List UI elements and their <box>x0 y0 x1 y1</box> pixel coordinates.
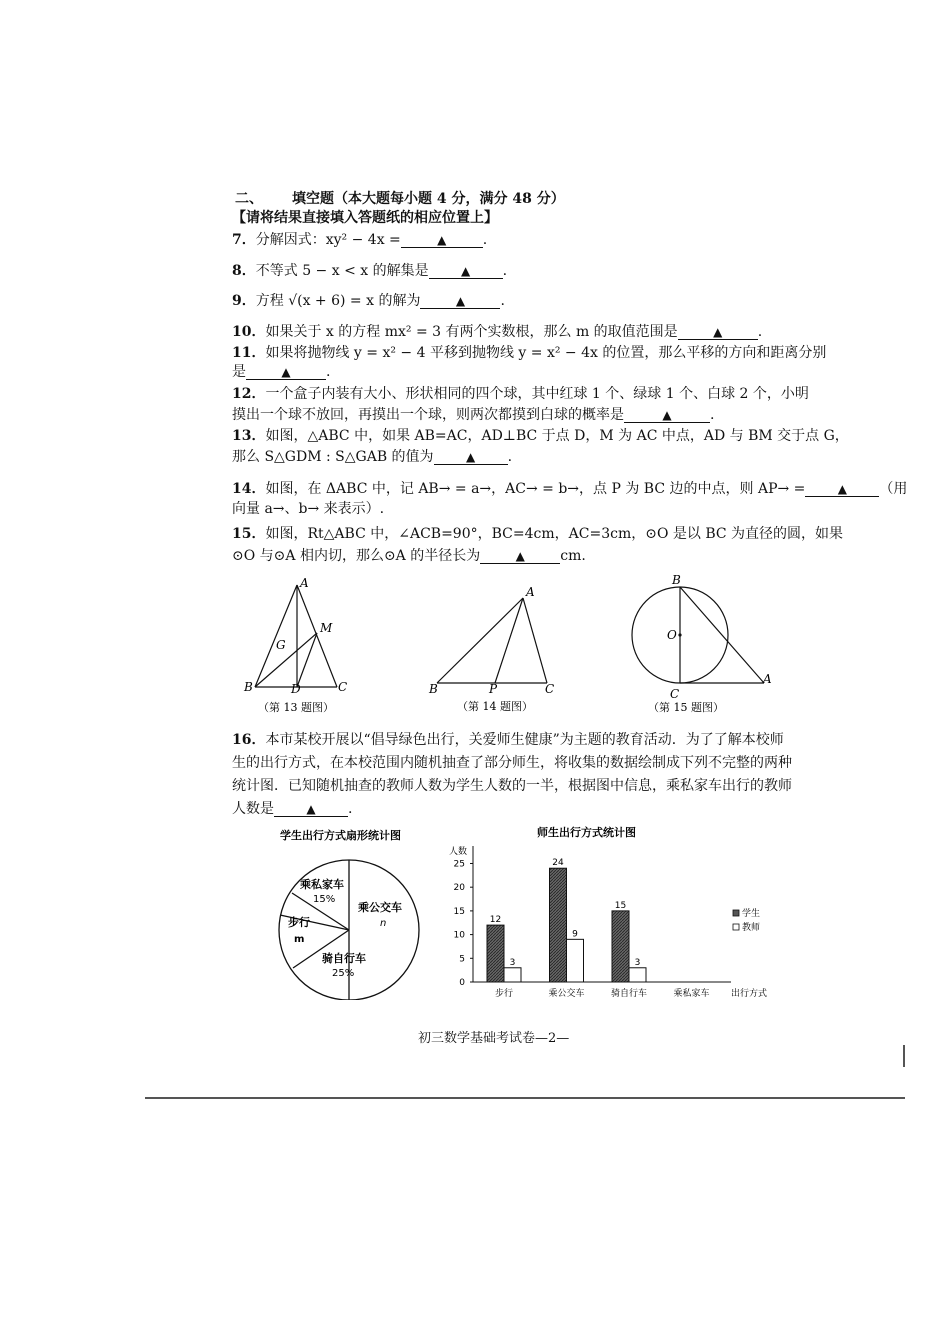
bar-students <box>487 925 504 982</box>
x-category-label: 乘私家车 <box>673 989 710 999</box>
q14-line2: 向量 a→、b→ 来表示）. <box>232 501 385 517</box>
answer-mark-icon: ▲ <box>437 233 447 247</box>
q13-answer-blank[interactable] <box>434 448 508 465</box>
question-15 <box>232 525 843 543</box>
segment-ab <box>255 585 297 687</box>
answer-mark-icon: ▲ <box>713 325 723 339</box>
legend-label-students: 学生 <box>742 909 761 919</box>
figure-13 <box>240 575 370 725</box>
q16-number: 16． <box>232 732 266 748</box>
x-category-label: 骑自行车 <box>610 989 648 999</box>
answer-mark-icon: ▲ <box>281 365 291 379</box>
question-16 <box>232 731 784 749</box>
pie-value-bike: 25% <box>332 968 355 979</box>
q14-line1: 如图，在 ΔABC 中，记 AB→ = a→，AC→ = b→，点 P 为 BC 边的中点，则 AP→ = <box>265 481 806 497</box>
bar-students <box>550 868 567 982</box>
bar-chart-svg <box>445 822 785 1000</box>
q11-end: . <box>326 364 331 380</box>
q12-line1: 一个盒子内装有大小、形状相同的四个球，其中红球 1 个、绿球 1 个、白球 2 个，小明 <box>265 386 809 402</box>
q7-answer-blank[interactable] <box>401 231 483 248</box>
label-c: C <box>545 682 555 696</box>
q9-text: 方程 √(x + 6) = x 的解为 <box>255 293 421 309</box>
q11-number: 11． <box>232 345 266 361</box>
y-tick-label: 10 <box>453 930 465 941</box>
label-a: A <box>763 672 772 686</box>
label-m: M <box>320 621 333 635</box>
question-12-line2 <box>232 406 714 424</box>
bar-value-label: 3 <box>634 957 641 968</box>
q10-answer-blank[interactable] <box>678 323 758 340</box>
y-tick-label: 0 <box>459 978 465 988</box>
figure-14-diagram <box>425 580 575 720</box>
q8-number: 8． <box>232 263 256 279</box>
bar-chart-title: 师生出行方式统计图 <box>537 826 636 839</box>
q10-number: 10． <box>232 324 266 340</box>
answer-mark-icon: ▲ <box>306 802 316 816</box>
label-a: A <box>300 576 309 590</box>
q14-answer-blank[interactable] <box>805 480 879 497</box>
figure-13-diagram <box>240 575 370 725</box>
bar-teachers <box>629 968 646 982</box>
answer-mark-icon: ▲ <box>515 549 525 563</box>
segment-bm <box>255 633 317 687</box>
pie-label-private-car: 乘私家车 <box>300 878 344 891</box>
q11-line1: 如果将抛物线 y = x² − 4 平移到抛物线 y = x² − 4x 的位置，那么平移的方向和距离分别 <box>265 345 827 361</box>
q8-text: 不等式 5 − x < x 的解集是 <box>255 263 429 279</box>
pie-value-private-car: 15% <box>313 894 336 905</box>
q13-line2: 那么 S△GDM : S△GAB 的值为 <box>232 449 434 465</box>
q12-line2: 摸出一个球不放回，再摸出一个球，则两次都摸到白球的概率是 <box>232 407 624 423</box>
q16-answer-blank[interactable] <box>274 800 348 817</box>
q8-answer-blank[interactable] <box>429 262 503 279</box>
label-c: C <box>338 680 348 694</box>
q13-end: . <box>507 449 513 465</box>
page-footer: 初三数学基础考试卷—2— <box>418 1031 570 1046</box>
label-g: G <box>276 638 286 652</box>
figure-15-caption: （第 15 题图） <box>648 701 724 714</box>
label-b: B <box>672 573 681 587</box>
question-16-line4 <box>232 800 352 818</box>
question-16-line2 <box>232 754 792 772</box>
answer-mark-icon: ▲ <box>662 408 672 422</box>
pie-chart-title: 学生出行方式扇形统计图 <box>280 829 401 842</box>
label-b: B <box>244 680 253 694</box>
figure-14-caption: （第 14 题图） <box>457 700 533 713</box>
q11-answer-blank[interactable] <box>246 363 326 380</box>
q10-text: 如果关于 x 的方程 mx² = 3 有两个实数根，那么 m 的取值范围是 <box>265 324 678 340</box>
section-instruction: 【请将结果直接填入答题纸的相应位置上】 <box>232 210 498 226</box>
q13-line1: 如图，△ABC 中，如果 AB=AC，AD⊥BC 于点 D，M 为 AC 中点，AD 与 BM 交于点 G， <box>265 428 849 444</box>
bar-value-label: 12 <box>489 915 502 926</box>
pie-label-bus: 乘公交车 <box>358 901 402 914</box>
q9-answer-blank[interactable] <box>420 292 500 309</box>
question-12 <box>232 385 809 403</box>
answer-mark-icon: ▲ <box>837 482 848 496</box>
q12-end: . <box>710 407 715 423</box>
question-16-line3 <box>232 777 792 795</box>
bar-teachers <box>567 939 584 982</box>
legend-swatch-students <box>733 910 739 916</box>
q9-end: . <box>500 293 505 309</box>
figure-14 <box>425 580 575 720</box>
y-axis-label: 人数 <box>449 847 468 857</box>
question-13-line2 <box>232 448 512 466</box>
y-tick-label: 25 <box>453 859 465 870</box>
y-tick-label: 5 <box>459 954 465 965</box>
section-number: 二、 <box>235 191 263 207</box>
question-7 <box>232 231 487 249</box>
q12-number: 12． <box>232 386 266 402</box>
bar-teachers <box>504 968 521 982</box>
question-11 <box>232 344 826 362</box>
question-14 <box>232 480 907 498</box>
q10-end: . <box>757 324 763 340</box>
bar-value-label: 24 <box>552 858 564 869</box>
bar-students <box>612 911 629 982</box>
x-category-label: 步行 <box>494 989 514 999</box>
q15-answer-blank[interactable] <box>480 547 560 564</box>
bottom-border-line <box>145 1097 905 1099</box>
q14-line1-end: （用 <box>879 481 908 497</box>
q15-number: 15． <box>232 526 266 542</box>
label-d: D <box>291 682 301 696</box>
q8-end: . <box>502 263 508 279</box>
question-14-line2 <box>232 500 384 518</box>
legend-label-teachers: 教师 <box>742 923 761 933</box>
answer-mark-icon: ▲ <box>461 264 471 278</box>
segment-ac <box>523 598 547 683</box>
right-edge-mark <box>903 1045 905 1067</box>
q12-answer-blank[interactable] <box>624 406 710 423</box>
label-o: O <box>667 628 677 642</box>
q7-text: 分解因式：xy² − 4x = <box>255 232 401 248</box>
q7-number: 7． <box>232 232 256 248</box>
pie-value-bus: n <box>380 918 387 929</box>
pie-value-walk: m <box>294 934 305 945</box>
figure-15 <box>620 570 785 715</box>
pie-label-bike: 骑自行车 <box>322 952 366 965</box>
label-b: B <box>429 682 438 696</box>
q16-line1: 本市某校开展以“倡导绿色出行，关爱师生健康”为主题的教育活动．为了了解本校师 <box>265 732 784 748</box>
pie-label-walk: 步行 <box>288 916 310 929</box>
answer-mark-icon: ▲ <box>465 450 476 464</box>
q11-line2: 是 <box>232 364 246 380</box>
q15-end: cm. <box>560 548 586 564</box>
legend-swatch-teachers <box>733 924 739 930</box>
q16-end: . <box>348 801 353 817</box>
segment-ap <box>495 598 523 683</box>
question-9 <box>232 292 505 310</box>
figure-13-caption: （第 13 题图） <box>258 701 334 714</box>
q9-number: 9． <box>232 293 256 309</box>
pie-chart-svg <box>270 825 440 1000</box>
bar-value-label: 15 <box>614 900 627 911</box>
q16-line3: 统计图．已知随机抽查的教师人数为学生人数的一半，根据图中信息，乘私家车出行的教师 <box>232 778 792 794</box>
figure-15-diagram <box>620 570 785 715</box>
question-8 <box>232 262 507 280</box>
y-tick-label: 20 <box>453 883 465 894</box>
bar-chart <box>445 822 785 1000</box>
question-13 <box>232 427 849 445</box>
pie-chart <box>270 825 440 1000</box>
segment-ab <box>437 598 523 683</box>
q15-line2: ⊙O 与⊙A 相内切，那么⊙A 的半径长为 <box>232 548 481 564</box>
label-a: A <box>526 585 535 599</box>
question-11-line2 <box>232 363 330 381</box>
label-c: C <box>670 687 680 701</box>
q14-number: 14． <box>232 481 266 497</box>
bar-value-label: 3 <box>509 957 516 968</box>
y-tick-label: 15 <box>453 906 465 917</box>
x-category-label: 乘公交车 <box>548 989 585 999</box>
q16-line2: 生的出行方式，在本校范围内随机抽查了部分师生，将收集的数据绘制成下列不完整的两种 <box>232 755 792 771</box>
answer-mark-icon: ▲ <box>455 294 466 308</box>
question-15-line2 <box>232 547 586 565</box>
question-10 <box>232 323 762 341</box>
label-p: P <box>489 682 498 696</box>
q15-line1: 如图，Rt△ABC 中，∠ACB=90°，BC=4cm，AC=3cm，⊙O 是以 BC 为直径的圆，如果 <box>265 526 844 542</box>
bar-value-label: 9 <box>572 929 578 940</box>
q13-number: 13． <box>232 428 266 444</box>
center-dot <box>678 633 681 636</box>
section-heading: 填空题（本大题每小题 4 分，满分 48 分） <box>292 191 565 207</box>
q16-line4: 人数是 <box>232 801 274 817</box>
q7-end: . <box>482 232 488 248</box>
x-axis-label: 出行方式 <box>731 989 768 999</box>
segment-ab <box>680 587 764 683</box>
